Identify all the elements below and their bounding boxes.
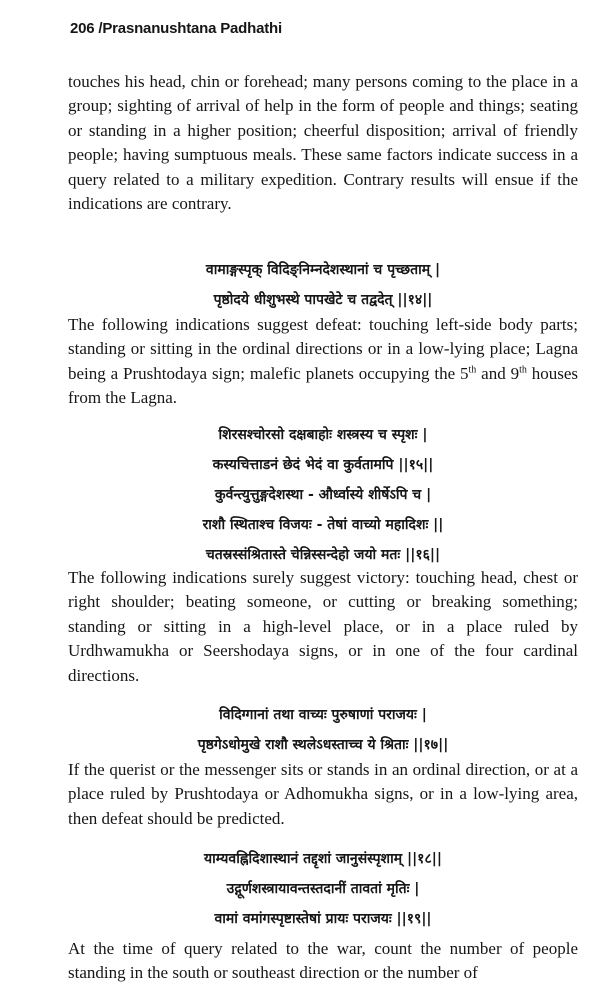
verse-line: वामाङ्गस्पृक् विदिङ्निम्नदेशस्थानां च पृच्छताम् |: [205, 262, 441, 278]
text-span: The following indications suggest defeat: touching left-side body parts; standing or sitting in the ordinal directions or in a low-lying place; Lagna being a Prushtodaya sign; malefic planets occupying the 5: [68, 315, 578, 383]
verse-line: वामां वमांगस्पृष्टास्तेषां प्रायः पराजयः ||१९||: [214, 911, 432, 927]
paragraph-victory-indications: The following indications surely suggest victory: touching head, chest or right shoulder; beating someone, or cutting or breaking something; standing or sitting in a high-level place, or in a place ruled by Urdhwamukha or Seershodaya signs, or in one of the four cardinal directions.: [68, 568, 578, 685]
text-span: houses from the Lagna.: [68, 363, 579, 408]
verse-line: विदिग्गानां तथा वाच्यः पुरुषाणां पराजयः |: [219, 707, 427, 723]
verse-line: शिरसश्चोरसो दक्षबाहोः शस्त्रस्य च स्पृशः |: [218, 427, 428, 443]
page-header: 206 /Prasnanushtana Padhathi: [70, 20, 282, 37]
verse-line: कस्यचित्ताडनं छेदं भेदं वा कुर्वतामपि ||१५||: [212, 457, 434, 473]
superscript: th: [519, 364, 527, 376]
superscript: th: [468, 364, 477, 376]
verse-15-16: [68, 420, 578, 570]
verse-line: कुर्वन्त्युत्तुङ्गदेशस्था - और्ध्वास्ये शीर्षेऽपि च |: [214, 487, 432, 503]
verse-line: राशौ स्थिताश्च विजयः - तेषां वाच्यो महादिशः ||: [202, 517, 444, 533]
verse-17: [68, 700, 578, 760]
paragraph-ordinal-defeat: If the querist or the messenger sits or stands in an ordinal direction, or at a place ruled by Prushtodaya or Adhomukha signs, or in a low-lying area, then defeat should be predicted.: [68, 760, 578, 828]
verse-line: याम्यवह्निदिशास्थानं तद्दृशां जानुसंस्पृशाम् ||१८||: [204, 851, 442, 867]
verse-line: पृष्ठगेऽधोमुखे राशौ स्थलेऽधस्ताच्च ये श्रिताः ||१७||: [197, 737, 449, 753]
verse-18-19: [68, 844, 578, 934]
paragraph-success-indications: touches his head, chin or forehead; many persons coming to the place in a group; sighting of arrival of help in the form of people and things; seating or standing in a higher position; cheerful disposition; arrival of friendly people; having sumptuous meals. These same factors indicate success in a query related to a military expedition. Contrary results will ensue if the indications are contrary.: [68, 72, 578, 214]
verse-14: [68, 255, 578, 315]
paragraph-war-query: At the time of query related to the war, count the number of people standing in the south or southeast direction or the number of: [68, 939, 578, 983]
verse-line: पृष्ठोदये धीशुभस्थे पापखेटे च तद्वदेत् ||१४||: [213, 292, 433, 308]
verse-line: चतस्रस्संश्रितास्ते चेन्निस्सन्देहो जयो मतः ||१६||: [205, 547, 441, 563]
text-span: and 9: [476, 363, 520, 383]
verse-line: उद्गूर्णशस्त्रायावन्तस्तदानीं तावतां मृतिः |: [226, 881, 420, 897]
paragraph-defeat-indications: [68, 313, 578, 411]
